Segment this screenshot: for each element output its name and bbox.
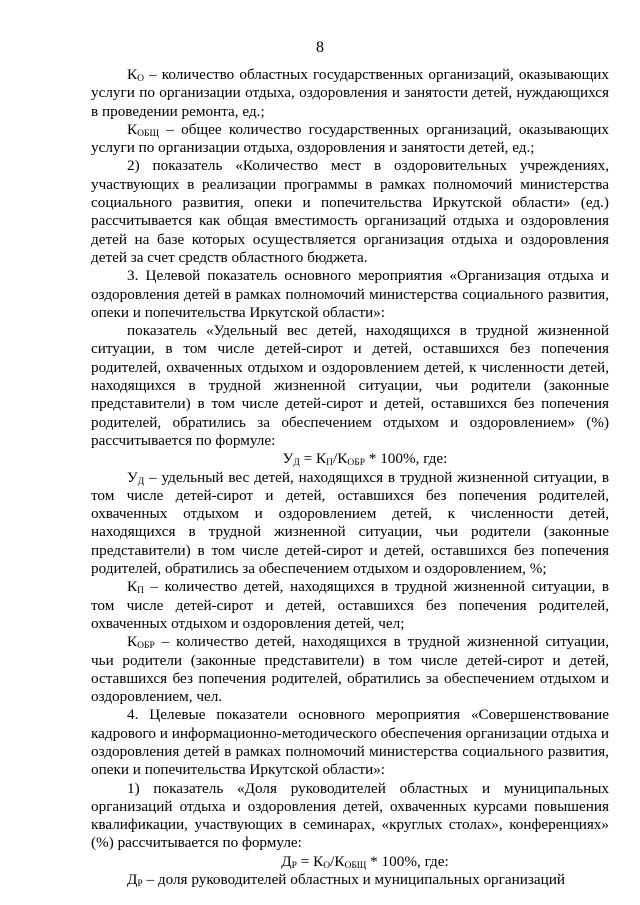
definition-text: – количество детей, находящихся в трудной жизненной ситуации, чьи родители (законные представители) в том числе детей-сирот и детей, оставшихся без попечения родителей, обратились за обеспечением отдыхом и оздоровлением, чел. (91, 633, 609, 706)
definition-ud (91, 469, 609, 579)
symbol: У (127, 468, 138, 486)
page-number: 8 (316, 39, 324, 56)
definition-text: – количество областных государственных организаций, оказывающих услуги по организации отдыха, оздоровления и занятости детей, нуждающихся в проведении ремонта, ед.; (91, 66, 609, 120)
symbol-subscript: ОБР (137, 641, 155, 652)
symbol-subscript: П (137, 586, 145, 597)
section-4-heading-paragraph: 4. Целевые показатели основного мероприятия «Совершенствование кадрового и информационно-методического обеспечения организации отдыха и оздоровления детей в рамках полномочий министерства социального развития, опеки и попечительства Иркутской области»: (91, 706, 609, 779)
section-3-heading-paragraph: 3. Целевой показатель основного мероприятия «Организация отдыха и оздоровления детей в рамках полномочий министерства социального развития, опеки и попечительства Иркутской области»: (91, 267, 609, 321)
symbol-subscript: Д (137, 476, 145, 487)
definition-ko (91, 66, 609, 121)
definition-text: – доля руководителей областных и муниципальных организаций (142, 871, 565, 889)
symbol: К (127, 633, 138, 651)
formula-dr: $Д_Р = К_О/К_{ОБЩ} * 100\%$, где: (281, 852, 449, 871)
indicator-places-paragraph: 2) показатель «Количество мест в оздоровительных учреждениях, участвующих в реализации программы в рамках полномочий министерства социального развития, опеки и попечительства Иркутской области» (ед.) рассчитывается как общая вместимость организаций отдыха и оздоровления детей на базе которых осуществляется организация отдыха и оздоровления детей за счет средств областного бюджета. (91, 157, 609, 266)
symbol: К (127, 66, 138, 83)
document-body (91, 66, 609, 889)
symbol-subscript: ОБЩ (137, 128, 160, 139)
symbol-subscript: О (137, 74, 145, 84)
definition-text: – удельный вес детей, находящихся в трудной жизненной ситуации, в том числе детей-сирот и детей, оставшихся без попечения родителей, охваченных отдыхом и оздоровлением детей, к численности детей, находящихся в трудной жизненной ситуации, чьи родители (законные представители) в том числе детей-сирот и детей, оставшихся без попечения родителей, обратились за обеспечением отдыхом и оздоровлением, %; (91, 468, 609, 578)
definition-dr (91, 871, 609, 889)
indicator-share-paragraph: показатель «Удельный вес детей, находящихся в трудной жизненной ситуации, в том числе детей-сирот и детей, оставшихся без попечения родителей, охваченных отдыхом и оздоровлением детей, к численности детей, находящихся в трудной жизненной ситуации, чьи родители (законные представители) в том числе детей-сирот и детей, оставшихся без попечения родителей, обратились за обеспечением отдыхом и оздоровлением» (%) рассчитывается по формуле: (91, 322, 609, 449)
definition-text: – количество детей, находящихся в трудной жизненной ситуации, в том числе детей-сирот и детей, оставшихся без попечения родителей, охваченных отдыхом и оздоровления детей, чел; (91, 578, 609, 632)
definition-text: – общее количество государственных организаций, оказывающих услуги по организации отдыха, оздоровления и занятости детей, ед.; (91, 120, 609, 157)
indicator-managers-paragraph: 1) показатель «Доля руководителей областных и муниципальных организаций отдыха и оздоровления детей, охваченных курсами повышения квалификации, участвующих в семинарах, «круглых столах», конференциях» (%) рассчитывается по формуле: (91, 779, 609, 852)
formula-ud: $У_Д = К_П/К_{ОБР} * 100\%$, где: (282, 450, 448, 469)
definition-kobshch (91, 121, 609, 158)
definition-kp (91, 578, 609, 633)
definition-kobr (91, 633, 609, 706)
symbol: Д (127, 871, 138, 889)
symbol-subscript: Р (137, 879, 143, 890)
symbol: К (127, 120, 138, 138)
symbol: К (127, 578, 138, 596)
